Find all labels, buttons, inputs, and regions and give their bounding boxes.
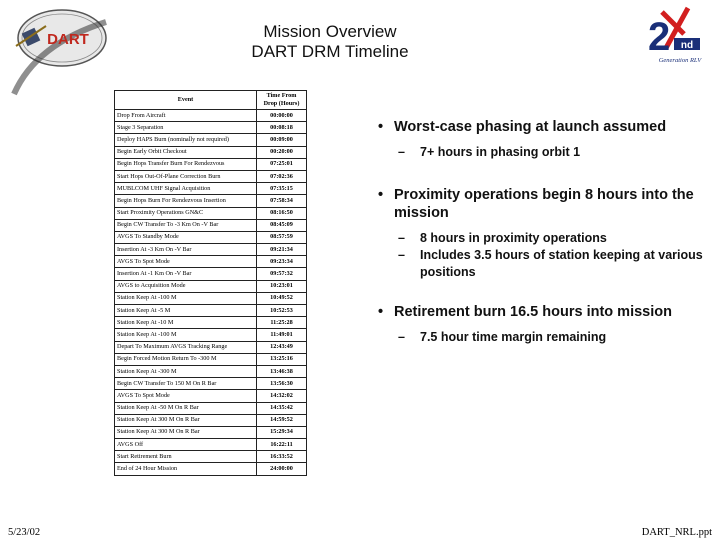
event-cell: Station Keep At -300 M	[115, 365, 257, 377]
time-cell: 08:16:50	[257, 207, 307, 219]
time-cell: 09:23:34	[257, 256, 307, 268]
time-cell: 13:56:30	[257, 378, 307, 390]
time-cell: 13:25:16	[257, 353, 307, 365]
table-row	[115, 231, 307, 243]
event-cell: Drop From Aircraft	[115, 110, 257, 122]
bullet-1-sub-1-text: 7+ hours in phasing orbit 1	[420, 145, 581, 159]
time-cell: 08:45:09	[257, 219, 307, 231]
table-row	[115, 463, 307, 475]
event-cell: Insertion At -3 Km On -V Bar	[115, 244, 257, 256]
table-row	[115, 402, 307, 414]
header-time: Time From Drop (Hours)	[257, 91, 307, 110]
dart-logo	[6, 4, 110, 96]
time-cell: 11:25:28	[257, 317, 307, 329]
bullet-1-sub-1: – 7+ hours in phasing orbit 1	[398, 145, 581, 159]
event-cell: Begin CW Transfer To 150 M On R Bar	[115, 378, 257, 390]
time-cell: 07:02:36	[257, 170, 307, 182]
table-row	[115, 317, 307, 329]
event-cell: AVGS to Acquisition Mode	[115, 280, 257, 292]
title-line-2: DART DRM Timeline	[251, 42, 409, 61]
table-row	[115, 426, 307, 438]
time-cell: 10:49:52	[257, 292, 307, 304]
table-row	[115, 183, 307, 195]
event-cell: Start Retirement Burn	[115, 451, 257, 463]
time-cell: 14:59:52	[257, 414, 307, 426]
time-cell: 11:49:01	[257, 329, 307, 341]
time-cell: 16:22:11	[257, 439, 307, 451]
event-cell: AVGS Off	[115, 439, 257, 451]
event-cell: Station Keep At -100 M	[115, 292, 257, 304]
table-row	[115, 244, 307, 256]
event-cell: Begin Forced Motion Return To -300 M	[115, 353, 257, 365]
footer-date: 5/23/02	[8, 527, 41, 538]
time-cell: 07:35:15	[257, 183, 307, 195]
bullet-2-sub-1-text: 8 hours in proximity operations	[420, 231, 607, 245]
event-cell: Deploy HAPS Burn (nominally not required)	[115, 134, 257, 146]
event-cell: Stage 3 Separation	[115, 122, 257, 134]
time-cell: 15:29:34	[257, 426, 307, 438]
table-row	[115, 414, 307, 426]
table-row	[115, 256, 307, 268]
header-event: Event	[115, 91, 257, 110]
table-row	[115, 329, 307, 341]
time-cell: 09:21:34	[257, 244, 307, 256]
event-cell: Station Keep At -50 M On R Bar	[115, 402, 257, 414]
bullet-2: • Proximity operations begin 8 hours into the mission	[378, 187, 694, 221]
table-header-row	[115, 91, 307, 110]
rlv-caption: Generation RLV	[658, 57, 702, 64]
table-row	[115, 110, 307, 122]
event-cell: Start Proximity Operations GN&C	[115, 207, 257, 219]
event-cell: AVGS To Spot Mode	[115, 256, 257, 268]
event-cell: Begin CW Transfer To -3 Km On -V Bar	[115, 219, 257, 231]
table-row	[115, 207, 307, 219]
time-cell: 10:52:53	[257, 305, 307, 317]
timeline-table-wrap	[114, 90, 306, 476]
time-cell: 07:58:34	[257, 195, 307, 207]
bullet-2-sub-2-text: Includes 3.5 hours of station keeping at various positions	[420, 248, 703, 279]
event-cell: Begin Hops Burn For Rendezvous Insertion	[115, 195, 257, 207]
table-row	[115, 390, 307, 402]
table-row	[115, 146, 307, 158]
event-cell: Start Hops Out-Of-Plane Correction Burn	[115, 170, 257, 182]
table-row	[115, 439, 307, 451]
table-row	[115, 305, 307, 317]
time-cell: 24:00:00	[257, 463, 307, 475]
bullet-3-sub-1-text: 7.5 hour time margin remaining	[420, 330, 607, 344]
time-cell: 00:08:18	[257, 122, 307, 134]
event-cell: Begin Early Orbit Checkout	[115, 146, 257, 158]
event-cell: AVGS To Spot Mode	[115, 390, 257, 402]
time-cell: 14:32:02	[257, 390, 307, 402]
table-row	[115, 378, 307, 390]
time-cell: 08:57:59	[257, 231, 307, 243]
time-cell: 07:25:01	[257, 158, 307, 170]
table-row	[115, 280, 307, 292]
event-cell: End of 24 Hour Mission	[115, 463, 257, 475]
bullet-3: • Retirement burn 16.5 hours into mission	[378, 304, 672, 320]
timeline-body	[115, 110, 307, 476]
table-row	[115, 158, 307, 170]
time-cell: 16:33:52	[257, 451, 307, 463]
table-row	[115, 341, 307, 353]
footer-filename: DART_NRL.ppt	[641, 527, 712, 538]
table-row	[115, 170, 307, 182]
event-cell: Station Keep At -5 M	[115, 305, 257, 317]
table-row	[115, 219, 307, 231]
title-line-1: Mission Overview	[263, 22, 397, 41]
table-row	[115, 353, 307, 365]
event-cell: Insertion At -1 Km On -V Bar	[115, 268, 257, 280]
event-cell: MUBLCOM UHF Signal Acquisition	[115, 183, 257, 195]
table-row	[115, 134, 307, 146]
bullet-2-sub-1: – 8 hours in proximity operations	[398, 231, 607, 245]
dart-logo-text: DART	[47, 31, 89, 48]
rlv-numeral: 2	[648, 15, 671, 59]
event-cell: Depart To Maximum AVGS Tracking Range	[115, 341, 257, 353]
time-cell: 00:00:00	[257, 110, 307, 122]
event-cell: Station Keep At 300 M On R Bar	[115, 426, 257, 438]
time-cell: 09:57:32	[257, 268, 307, 280]
rlv-suffix: nd	[680, 40, 694, 51]
time-cell: 10:23:01	[257, 280, 307, 292]
bullet-3-sub-1: – 7.5 hour time margin remaining	[398, 330, 607, 344]
bullet-1: • Worst-case phasing at launch assumed	[378, 119, 667, 135]
table-row	[115, 122, 307, 134]
event-cell: Station Keep At 300 M On R Bar	[115, 414, 257, 426]
time-cell: 00:20:00	[257, 146, 307, 158]
rlv-logo	[644, 4, 716, 70]
time-cell: 14:35:42	[257, 402, 307, 414]
time-cell: 13:46:38	[257, 365, 307, 377]
timeline-table	[114, 90, 307, 476]
bullet-2-sub-2: – Includes 3.5 hours of station keeping at various positions	[398, 248, 703, 279]
event-cell: Station Keep At -100 M	[115, 329, 257, 341]
table-row	[115, 365, 307, 377]
event-cell: Begin Hops Transfer Burn For Rendezvous	[115, 158, 257, 170]
event-cell: AVGS To Standby Mode	[115, 231, 257, 243]
time-cell: 00:09:00	[257, 134, 307, 146]
table-row	[115, 292, 307, 304]
table-row	[115, 195, 307, 207]
bullet-list	[378, 118, 708, 346]
time-cell: 12:43:49	[257, 341, 307, 353]
bullet-1-text: Worst-case phasing at launch assumed	[394, 119, 667, 135]
bullet-3-text: Retirement burn 16.5 hours into mission	[394, 304, 672, 320]
bullet-2-text: Proximity operations begin 8 hours into the mission	[394, 187, 694, 221]
slide-title	[180, 22, 480, 62]
table-row	[115, 451, 307, 463]
table-row	[115, 268, 307, 280]
event-cell: Station Keep At -10 M	[115, 317, 257, 329]
